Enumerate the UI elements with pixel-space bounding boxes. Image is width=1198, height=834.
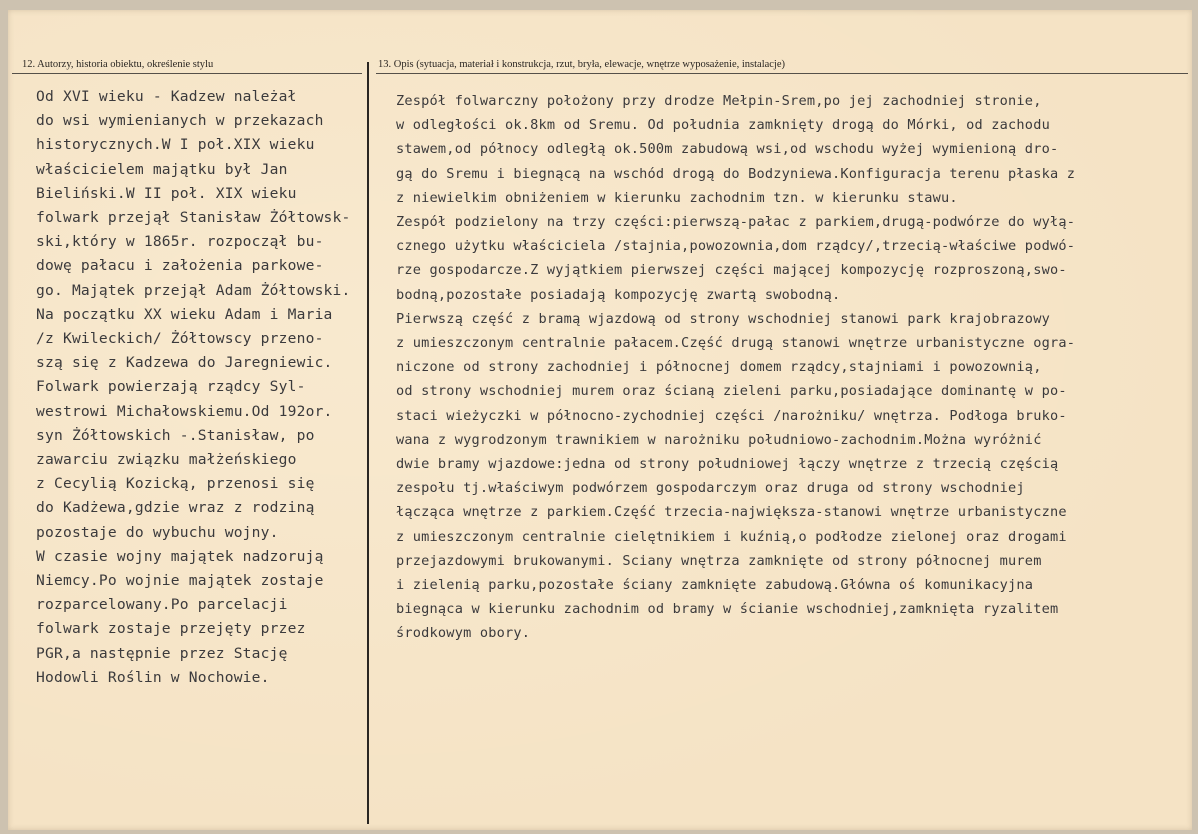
header-rule-right [376, 73, 1188, 74]
text-line: /z Kwileckich/ Żółtowscy przeno- [36, 330, 324, 348]
history-text [36, 85, 366, 690]
text-line: dwie bramy wjazdowe:jedna od strony południowej łączy wnętrze z trzecią częścią [396, 456, 1059, 473]
text-line: w odległości ok.8km od Sremu. Od południa zamknięty drogą do Mórki, od zachodu [396, 117, 1050, 134]
text-line: przejazdowymi brukowanymi. Sciany wnętrza zamknięte od strony północnej murem [396, 552, 1042, 569]
section-12-header: 12. Autorzy, historia obiektu, określenie stylu [22, 59, 214, 70]
text-line: z niewielkim obniżeniem w kierunku zachodnim tzn. w kierunku stawu. [396, 189, 958, 206]
column-divider [367, 62, 369, 824]
text-line: rozparcelowany.Po parcelacji [36, 596, 288, 614]
text-line: syn Żółtowskich -.Stanisław, po [36, 426, 315, 444]
text-line: niczone od strony zachodniej i północnej domem rządcy,stajniami i powozownią, [396, 359, 1042, 376]
text-line: Bieliński.W II poł. XIX wieku [36, 184, 297, 202]
text-line: W czasie wojny majątek nadzorują [36, 547, 324, 565]
text-line: Zespół folwarczny położony przy drodze Mełpin-Srem,po jej zachodniej stronie, [396, 93, 1042, 109]
text-line: do Kadżewa,gdzie wraz z rodziną [36, 499, 315, 517]
text-line: zespołu tj.właściwym podwórzem gospodarczym oraz druga od strony wschodniej [396, 480, 1025, 497]
text-line: pozostaje do wybuchu wojny. [36, 523, 279, 541]
text-line: gą do Sremu i biegnącą na wschód drogą do Bodzyniewa.Konfiguracja terenu płaska z [396, 165, 1076, 182]
text-line: cznego użytku właściciela /stajnia,powozownia,dom rządcy/,trzecią-właściwe podwó- [396, 238, 1076, 255]
section-13-header: 13. Opis (sytuacja, materiał i konstrukcja, rzut, bryła, elewacje, wnętrze wyposażenie, instalacje) [378, 59, 786, 70]
text-line: westrowi Michałowskiemu.Od 192or. [36, 402, 333, 420]
text-line: folwark przejął Stanisław Żółtowsk- [36, 209, 351, 227]
text-line: PGR,a następnie przez Stację [36, 644, 288, 662]
text-line: Pierwszą część z bramą wjazdową od strony wschodniej stanowi park krajobrazowy [396, 310, 1050, 327]
text-line: dowę pałacu i założenia parkowe- [36, 257, 324, 275]
text-line: rze gospodarcze.Z wyjątkiem pierwszej części mającej kompozycję rozproszoną,swo- [396, 262, 1067, 279]
text-line: szą się z Kadzewa do Jaregniewic. [36, 354, 333, 372]
text-line: z umieszczonym centralnie pałacem.Część drugą stanowi wnętrze urbanistyczne ogra- [396, 335, 1076, 352]
text-line: od strony wschodniej murem oraz ścianą zieleni parku,posiadające dominantę w po- [396, 383, 1067, 400]
text-line: właścicielem majątku był Jan [36, 160, 288, 178]
text-line: wana z wygrodzonym trawnikiem w narożniku południowo-zachodnim.Można wyróżnić [396, 431, 1042, 448]
text-line: Hodowli Roślin w Nochowie. [36, 668, 270, 686]
text-line: Na początku XX wieku Adam i Maria [36, 305, 333, 323]
text-line: i zielenią parku,pozostałe ściany zamknięte zabudową.Główna oś komunikacyjna [396, 577, 1034, 594]
header-rule-left [12, 73, 362, 74]
text-line: biegnąca w kierunku zachodnim od bramy w ścianie wschodniej,zamknięta ryzalitem [396, 601, 1059, 618]
text-line: Niemcy.Po wojnie majątek zostaje [36, 572, 324, 590]
text-line: łącząca wnętrze z parkiem.Część trzecia-największa-stanowi wnętrze urbanistyczne [396, 504, 1067, 521]
text-line: historycznych.W I poł.XIX wieku [36, 136, 315, 154]
text-line: zawarciu związku małżeńskiego [36, 451, 297, 469]
text-line: stawem,od północy odległą ok.500m zabudową wsi,od wschodu wyżej wymienioną dro- [396, 141, 1059, 158]
text-line: środkowym obory. [396, 625, 531, 642]
text-line: go. Majątek przejął Adam Żółtowski. [36, 281, 351, 299]
text-line: do wsi wymienianych w przekazach [36, 112, 324, 130]
text-line: z umieszczonym centralnie cielętnikiem i kuźnią,o podłodze zielonej oraz drogami [396, 528, 1067, 545]
text-line: Od XVI wieku - Kadzew należał [36, 88, 297, 105]
text-line: z Cecylią Kozicką, przenosi się [36, 475, 315, 493]
text-line: Zespół podzielony na trzy części:pierwszą-pałac z parkiem,drugą-podwórze do wyłą- [396, 214, 1076, 231]
text-line: ski,który w 1865r. rozpoczął bu- [36, 233, 324, 251]
text-line: Folwark powierzają rządcy Syl- [36, 378, 306, 396]
text-line: bodną,pozostałe posiadają kompozycję zwartą swobodną. [396, 286, 841, 303]
text-line: folwark zostaje przejęty przez [36, 620, 306, 638]
description-text [396, 89, 1196, 646]
text-line: staci wieżyczki w północno-zychodniej części /narożniku/ wnętrza. Podłoga bruko- [396, 407, 1067, 424]
